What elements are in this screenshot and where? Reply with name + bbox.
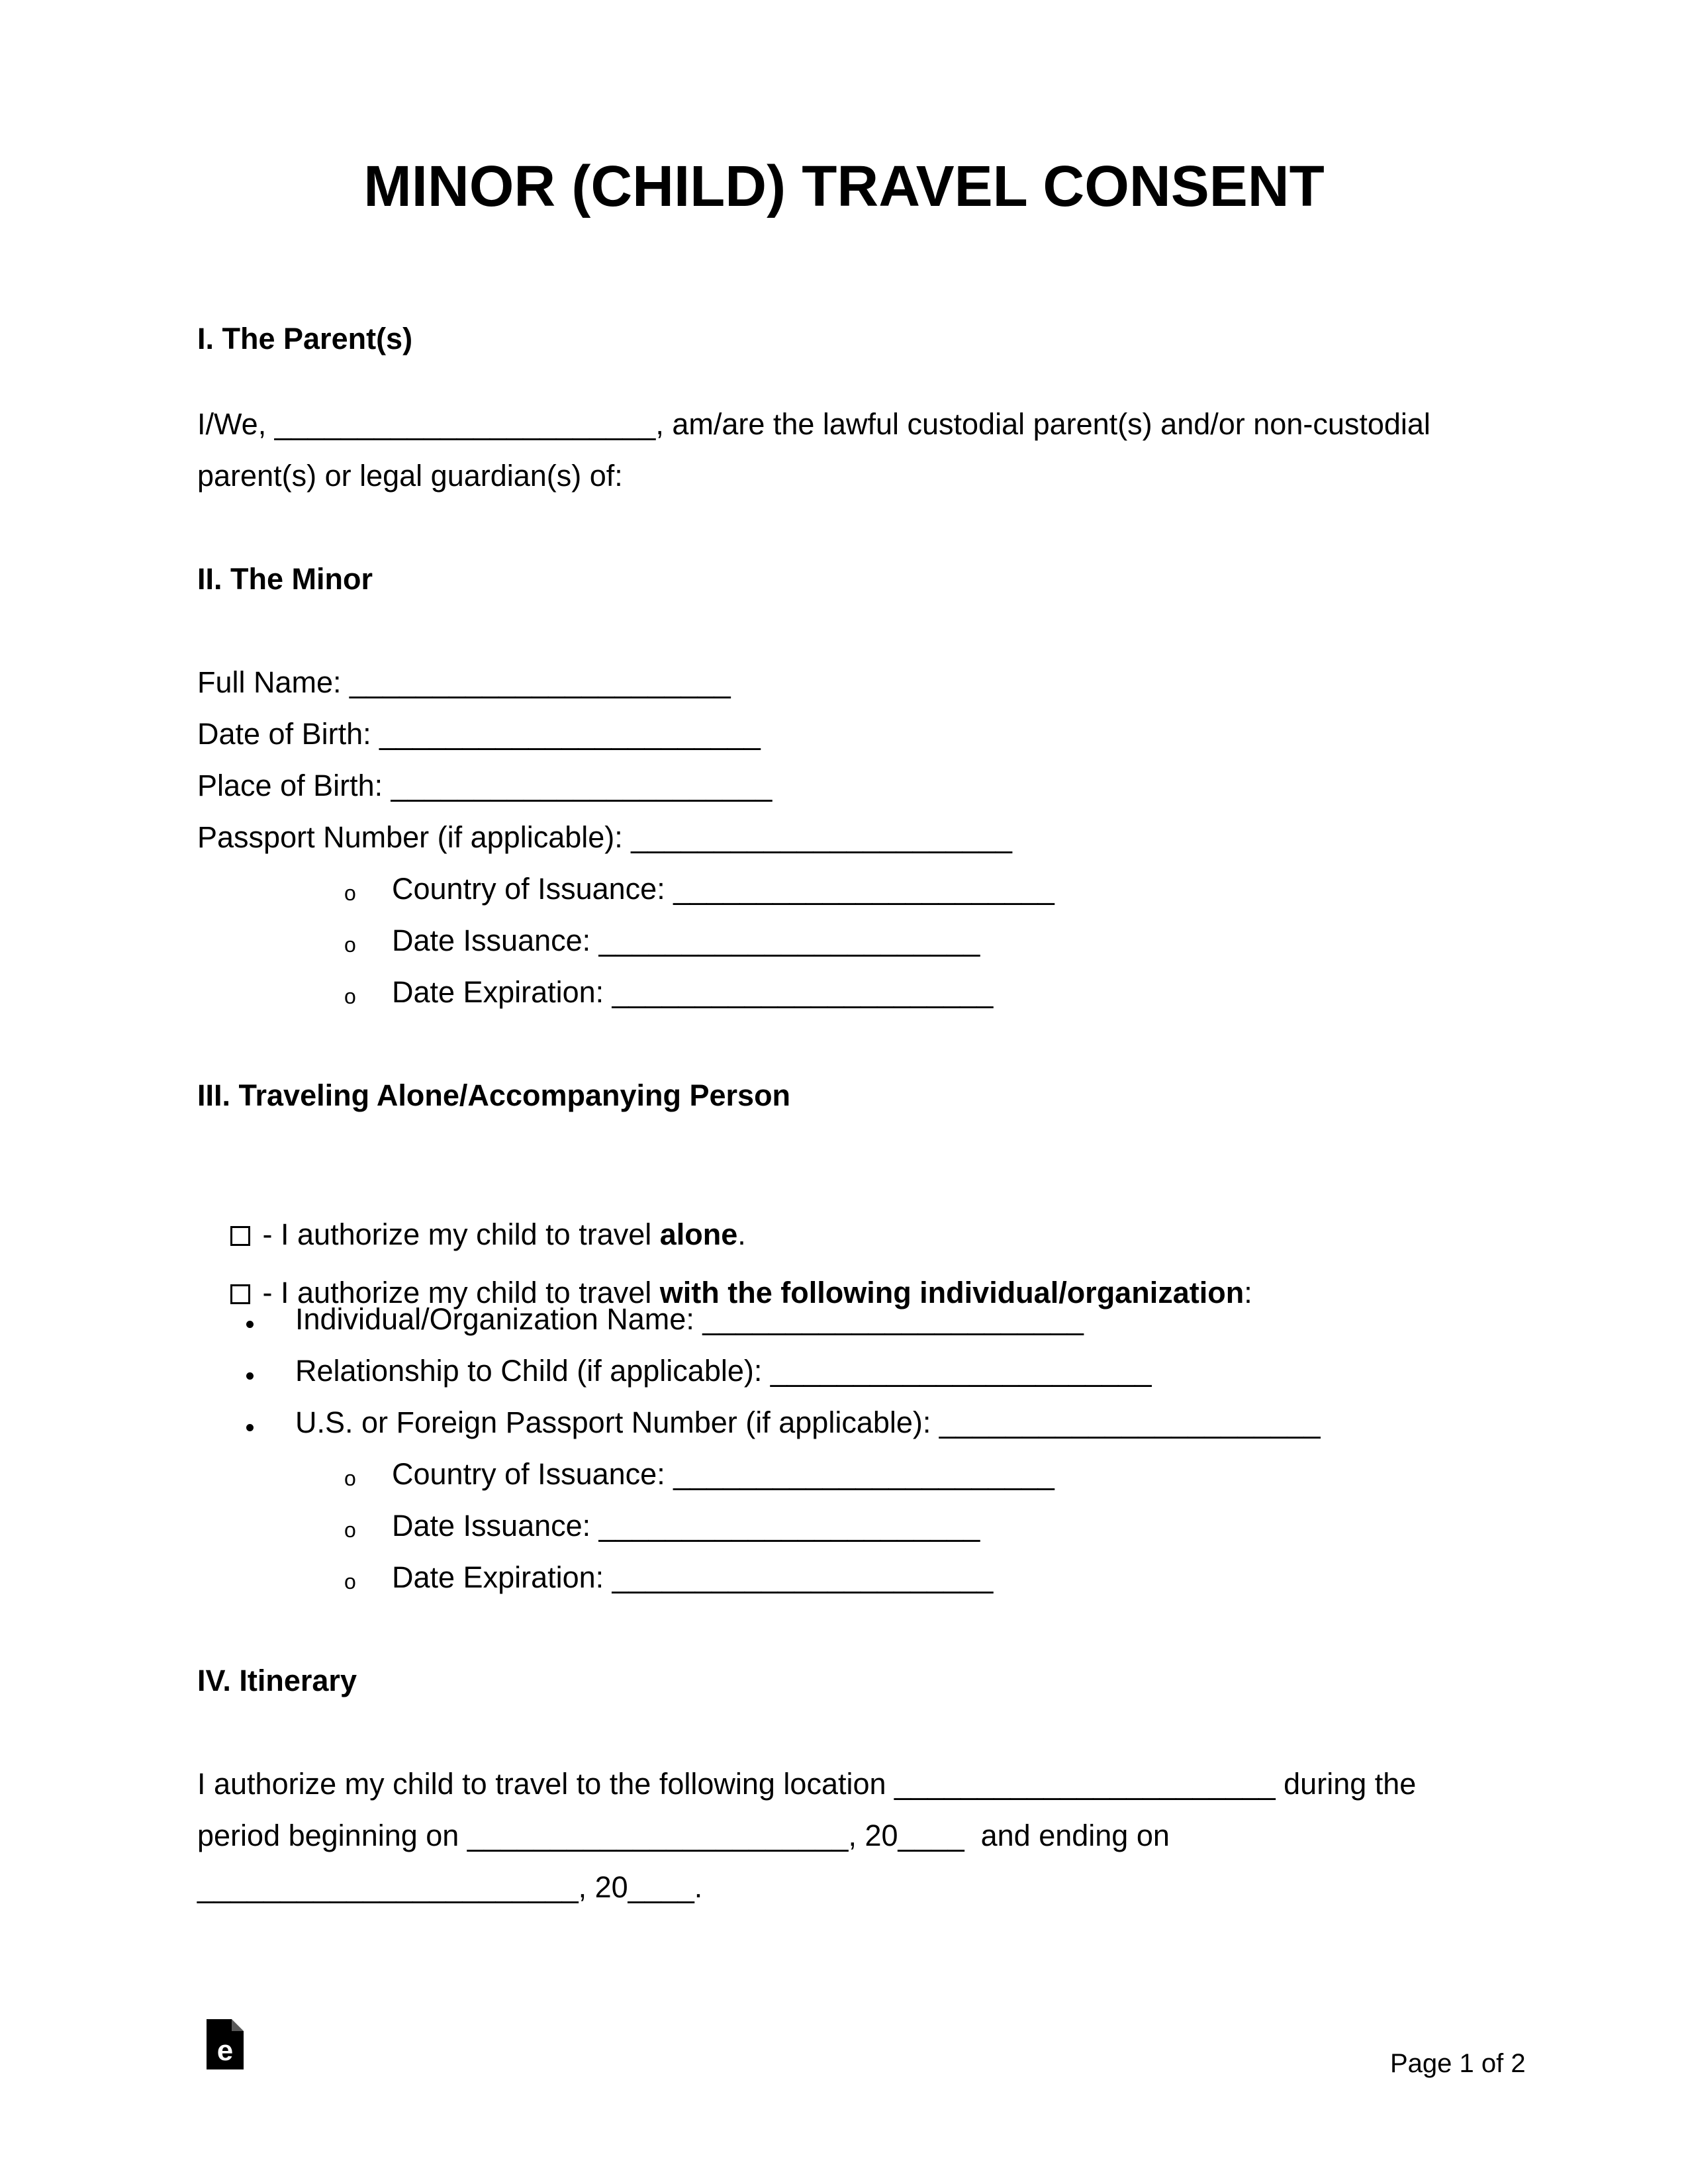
eforms-logo-icon bbox=[207, 2019, 244, 2069]
companion-date-issuance-field: Date Issuance: _______________________ bbox=[392, 1509, 980, 1543]
option-with-text-bold: with the following individual/organization bbox=[659, 1276, 1244, 1309]
option-alone-text-pre: - I authorize my child to travel bbox=[254, 1217, 660, 1251]
circle-bullet-icon: o bbox=[344, 984, 356, 1008]
disc-bullet-icon bbox=[246, 1424, 254, 1431]
disc-bullet-icon bbox=[246, 1372, 254, 1380]
companion-country-issuance-field: Country of Issuance: _______________________ bbox=[392, 1457, 1055, 1491]
circle-bullet-icon: o bbox=[344, 1570, 356, 1593]
section-parents-heading: I. The Parent(s) bbox=[197, 322, 413, 356]
companion-date-expiration-field: Date Expiration: _______________________ bbox=[392, 1560, 994, 1594]
companion-passport-field: U.S. or Foreign Passport Number (if applicable): _______________________ bbox=[295, 1405, 1321, 1439]
document-title: MINOR (CHILD) TRAVEL CONSENT bbox=[363, 154, 1325, 218]
section-itinerary-heading: IV. Itinerary bbox=[197, 1664, 357, 1697]
companion-relationship-field: Relationship to Child (if applicable): _______________________ bbox=[295, 1354, 1152, 1388]
section-traveling-heading: III. Traveling Alone/Accompanying Person bbox=[197, 1078, 791, 1112]
minor-country-issuance-field: Country of Issuance: _______________________ bbox=[392, 872, 1055, 906]
option-with-text-post: : bbox=[1244, 1276, 1252, 1309]
minor-full-name-field: Full Name: _______________________ bbox=[197, 665, 731, 699]
companion-name-field: Individual/Organization Name: _______________________ bbox=[295, 1302, 1084, 1336]
circle-bullet-icon: o bbox=[344, 1466, 356, 1490]
option-with-text-pre: - I authorize my child to travel bbox=[254, 1276, 660, 1309]
itinerary-line2: period beginning on _______________________, 20____ and ending on bbox=[197, 1819, 1170, 1852]
option-alone-text-bold: alone bbox=[659, 1217, 738, 1251]
circle-bullet-icon: o bbox=[344, 1518, 356, 1542]
minor-date-issuance-field: Date Issuance: _______________________ bbox=[392, 924, 980, 957]
circle-bullet-icon: o bbox=[344, 881, 356, 905]
minor-passport-field: Passport Number (if applicable): _______________________ bbox=[197, 820, 1012, 854]
page-number: Page 1 of 2 bbox=[1390, 2049, 1526, 2078]
parents-statement-line1: I/We, _______________________, am/are the lawful custodial parent(s) and/or non-custodial bbox=[197, 407, 1430, 441]
minor-dob-field: Date of Birth: _______________________ bbox=[197, 717, 761, 751]
itinerary-line3: _______________________, 20____. bbox=[197, 1870, 703, 1904]
svg-text:e: e bbox=[216, 2034, 234, 2067]
minor-date-expiration-field: Date Expiration: _______________________ bbox=[392, 975, 994, 1009]
itinerary-line1: I authorize my child to travel to the following location _______________________ during the bbox=[197, 1767, 1417, 1801]
parents-statement-line2: parent(s) or legal guardian(s) of: bbox=[197, 459, 623, 493]
minor-pob-field: Place of Birth: _______________________ bbox=[197, 769, 773, 802]
travel-with-person-checkbox[interactable] bbox=[230, 1284, 250, 1304]
circle-bullet-icon: o bbox=[344, 933, 356, 957]
option-alone-text-post: . bbox=[737, 1217, 746, 1251]
section-minor-heading: II. The Minor bbox=[197, 562, 373, 596]
disc-bullet-icon bbox=[246, 1321, 254, 1328]
